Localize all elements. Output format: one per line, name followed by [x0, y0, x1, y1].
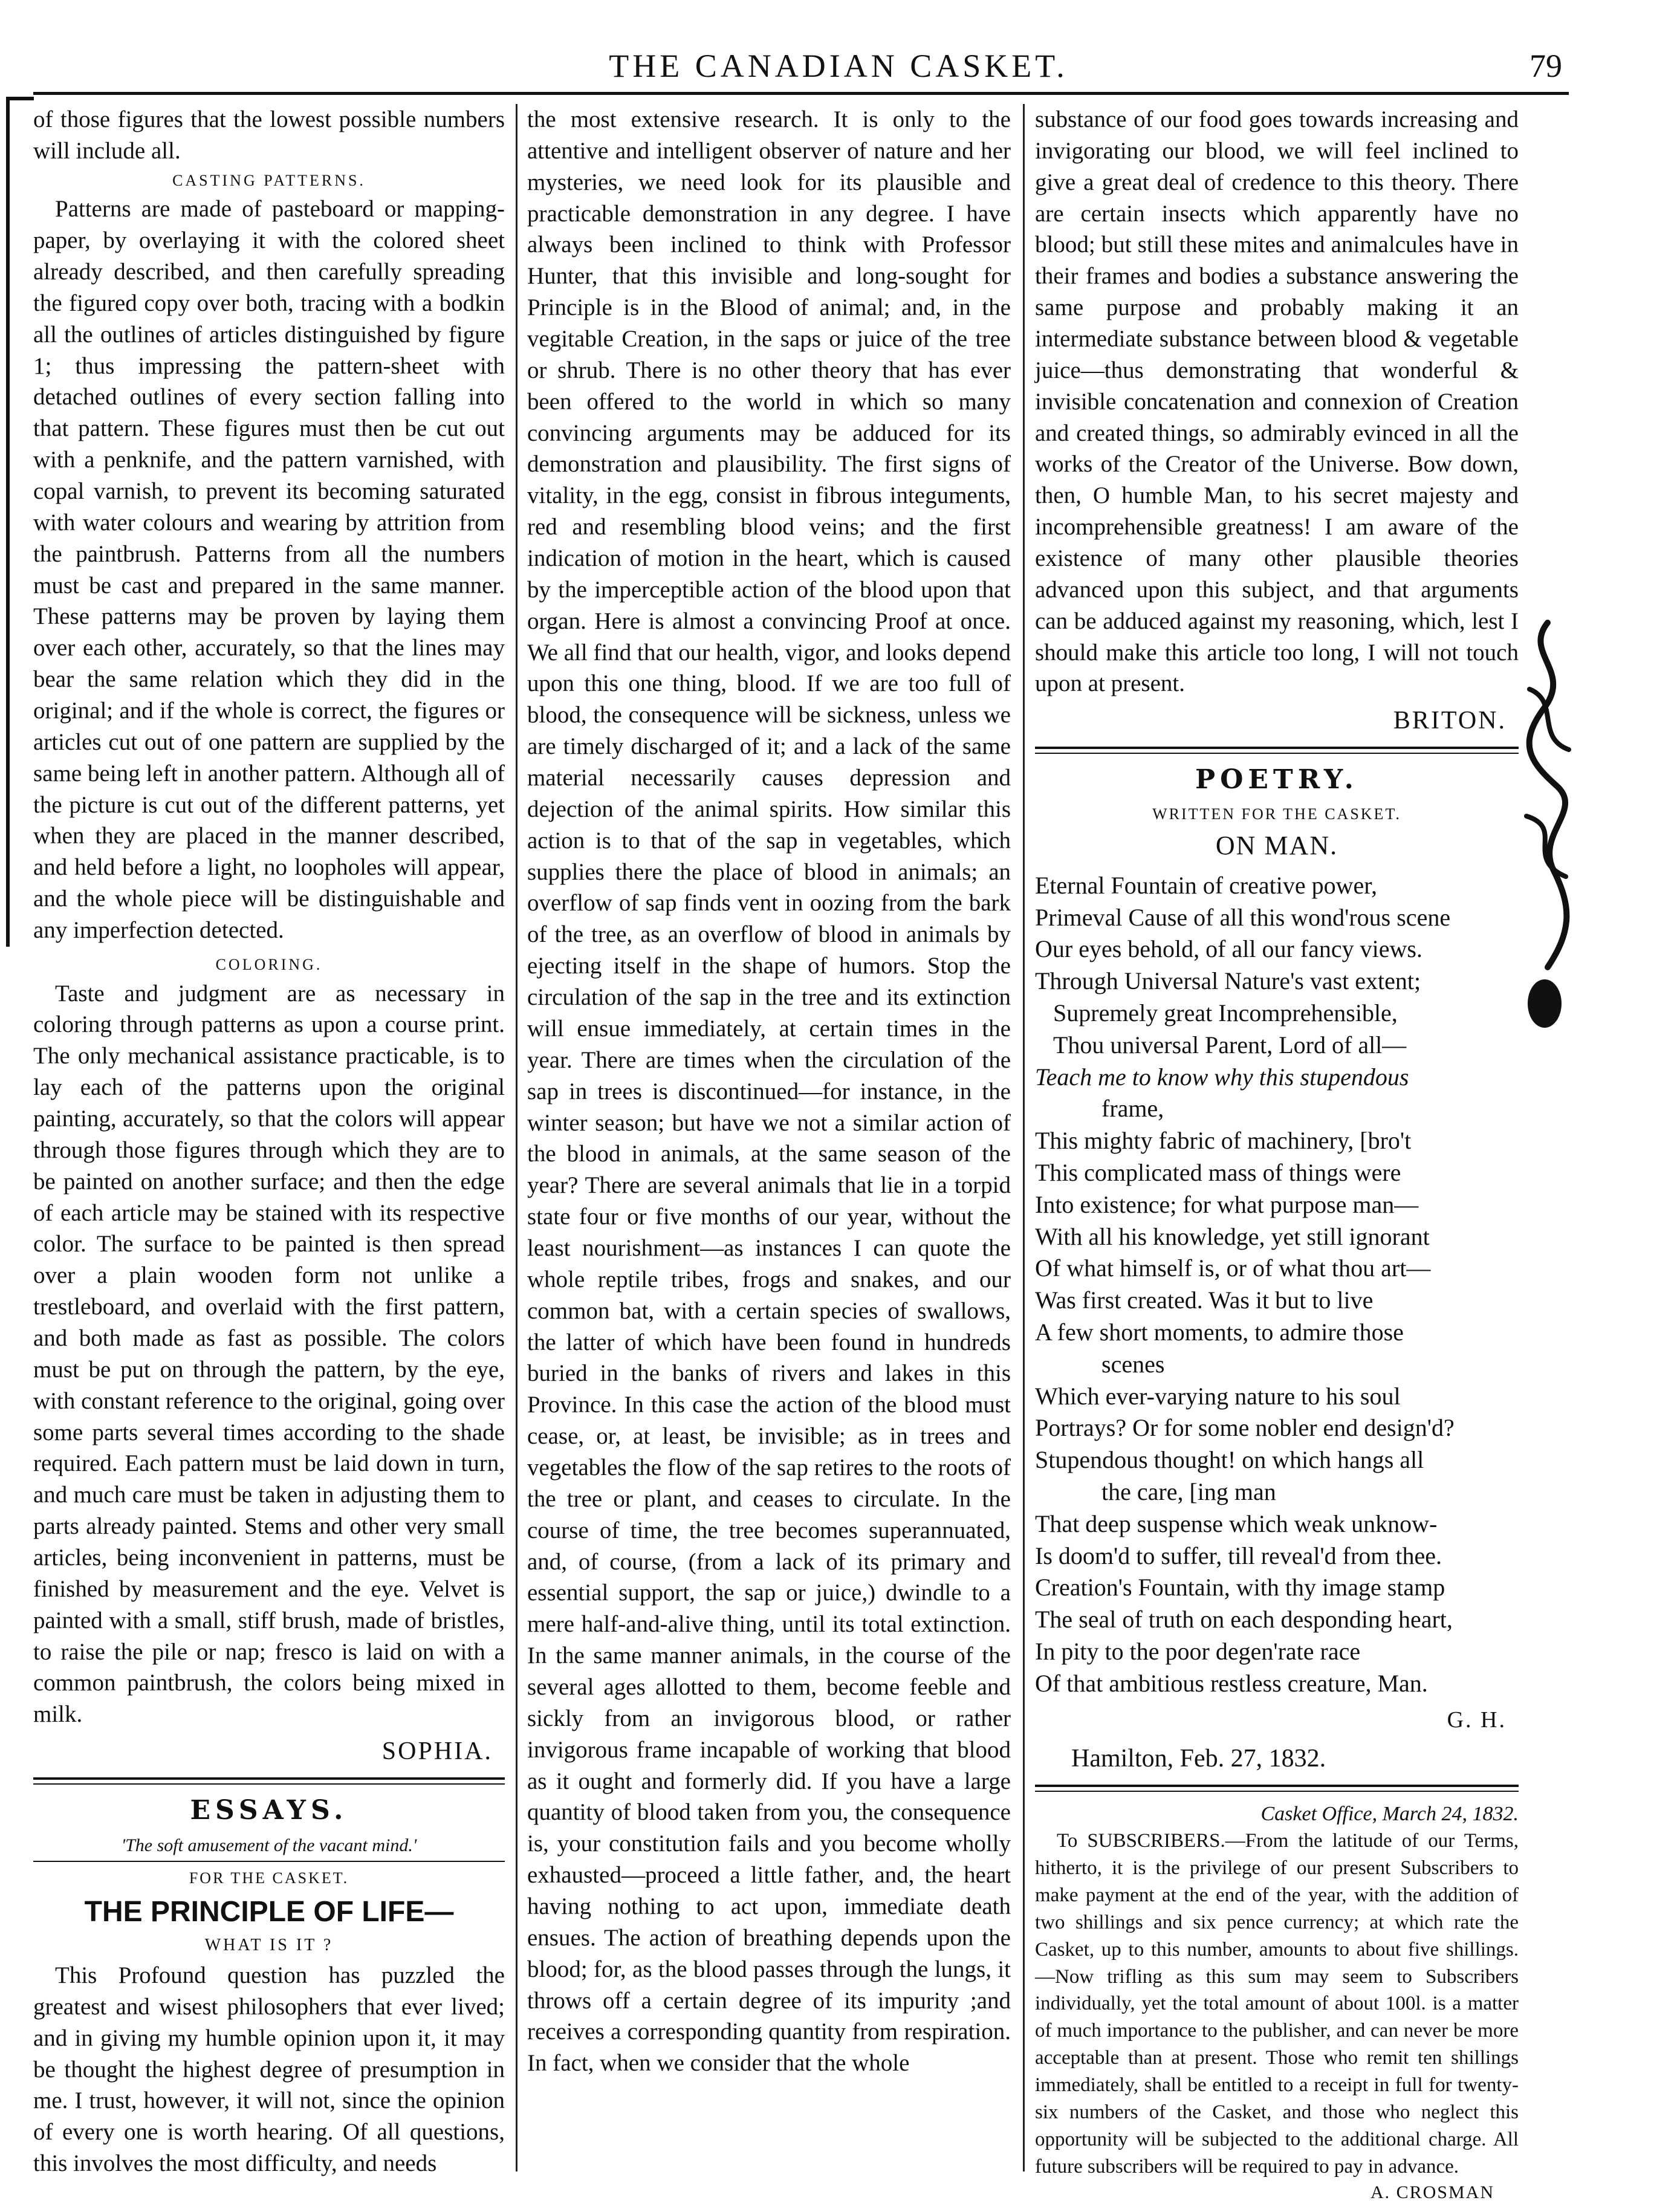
page-title: THE CANADIAN CASKET. — [609, 48, 1068, 84]
handwritten-signature-icon — [1511, 617, 1584, 1040]
poem-line: Supremely great Incomprehensible, — [1053, 999, 1398, 1027]
casting-patterns-heading: CASTING PATTERNS. — [172, 171, 366, 189]
essay-signature: BRITON. — [1393, 707, 1507, 735]
essay-subtitle: WHAT IS IT ? — [204, 1935, 334, 1954]
section-divider — [33, 1777, 505, 1785]
running-head — [0, 47, 1677, 89]
essay-title: THE PRINCIPLE OF LIFE— — [84, 1895, 454, 1928]
poem-line: A few short moments, to admire those — [1035, 1318, 1404, 1346]
poem-line: Creation's Fountain, with thy image stamp — [1035, 1574, 1445, 1601]
poem-line: frame, — [1101, 1095, 1164, 1123]
poem-line: Our eyes behold, of all our fancy views. — [1035, 935, 1422, 963]
page-number: 79 — [1529, 48, 1562, 84]
poem-line: In pity to the poor degen'rate race — [1035, 1637, 1361, 1665]
poem-line: Primeval Cause of all this wond'rous scene — [1035, 903, 1451, 931]
essays-heading: ESSAYS. — [190, 1794, 348, 1826]
poem-line: Which ever-varying nature to his soul — [1035, 1382, 1401, 1410]
poem-line: Of what himself is, or of what thou art— — [1035, 1254, 1431, 1282]
coloring-heading: COLORING. — [215, 955, 323, 973]
poem-line: Portrays? Or for some nobler end design'd? — [1035, 1414, 1455, 1442]
poem — [1035, 870, 1519, 1700]
poem-line: The seal of truth on each desponding heart, — [1035, 1606, 1453, 1633]
poem-line: That deep suspense which weak unknow- — [1035, 1510, 1438, 1537]
poem-line: This complicated mass of things were — [1035, 1158, 1401, 1186]
notice-heading: Casket Office, March 24, 1832. — [1260, 1802, 1519, 1825]
essay-conclusion-paragraph: substance of our food goes towards increasing and invigorating our blood, we will feel inclined to give a great deal of credence to this theory. There are certain insects which apparently have no blood; but still these mites and animalcules have in their frames and bodies a substance answering the same purpose and probably making it an intermediate substance between blood & vegetable juice—thus demonstrating that wonderful & invisible concatenation and connexion of Creation and created things, so admirably evinced in all the works of the Creator of the Universe. Bow down, then, O humble Man, to his secret majesty and incomprehensible greatness! I am aware of the existence of many other plausible theories advanced upon this subject, and that arguments can be adduced against my reasoning, which, lest I should make this article too long, I will not touch upon at present. — [1035, 106, 1519, 697]
poem-line: Thou universal Parent, Lord of all— — [1053, 1031, 1407, 1059]
poem-line: With all his knowledge, yet still ignorant — [1035, 1222, 1430, 1250]
column-middle — [527, 104, 1011, 2171]
coloring-paragraph: Taste and judgment are as necessary in coloring through patterns as upon a course print. The only mechanical assistance practicable, is to lay each of the patterns upon the original painting, accurately, so that the colors will appear through those figures through which they are to be painted on another surface; and then the edge of each article may be stained with its respective color. The surface to be painted is then spread over a plain wooden form not unlike a trestleboard, and overlaid with the first pattern, and both made as fast as possible. The colors must be put on through the pattern, by the eye, with constant reference to the original, going over some parts several times according to the shade required. Each pattern must be laid down in turn, and much care must be taken in adjusting them to parts already painted. Stems and other very small articles, being inconvenient in patterns, must be finished by measurement and the eye. Velvet is painted with a small, stiff brush, made of bristles, to raise the pile or nap; fresco is laid on with a common paintbrush, the colors being mixed in milk. — [33, 980, 505, 1728]
essay-continued-paragraph: the most extensive research. It is only to the attentive and intelligent observer of nature and her mysteries, we need look for its plausible and practicable demonstration in any degree. I have always been inclined to think with Professor Hunter, that this invisible and long-sought for Principle is in the Blood of animal; and, in the vegitable Creation, in the saps or juice of the tree or shrub. There is no other theory that has ever been offered to the world in which so many convincing arguments may be adduced for its demonstration and plausibility. The first signs of vitality, in the egg, consist in fibrous integuments, red and resembling blood veins; and the first indication of motion in the heart, which is caused by the imperceptible action of the blood upon that organ. Here is almost a convincing Proof at once. We all find that our health, vigor, and looks depend upon this one thing, blood. If we are too full of blood, the consequence will be sickness, unless we are timely discharged of it; and a lack of the same material necessarily causes depression and dejection of the animal spirits. How similar this action is to that of the sap in vegetables, which supplies there the place of blood in animals; an overflow of sap finds vent in oozing from the bark of the tree, as an overflow of blood in animals by ejecting itself in the shape of humors. Stop the circulation of the sap in the tree and its extinction will ensue immediately, at certain times in the year. There are times when the circulation of the sap in trees is discontinued—for instance, in the winter season; but have we not a similar action of the blood in animals, at the same season of the year? There are several animals that lie in a torpid state four or five months of our year, without the least nourishment—as instances I can quote the whole reptile tribes, frogs and snakes, and our common bat, with a certain species of swallows, the latter of which have been found in hundreds buried in the banks of rivers and lakes in this Province. In this case the action of the blood must cease, or, at least, be invisible; as in trees and vegetables the flow of the sap retires to the roots of the tree or plant, and ceases to circulate. In the course of time, the tree becomes superannuated, and, of course, (from a lack of its primary and essential support, the sap or juice,) dwindle to a mere half-and-alive thing, until its total extinction. In the same manner animals, in the course of the several ages allotted to them, become feeble and sickly from an invigorous blood, or rather invigorous frame incapable of working that blood as it ought and formerly did. If you have a large quantity of blood taken from you, the consequence is, your constitution fails and you become wholly exhausted—proceed a little father, and, the heart having nothing to act upon, immediate death ensues. The action of breathing depends upon the blood; for, as the blood passes through the lungs, it throws off a certain degree of its impurity ;and receives a corresponding quantity from respiration. In fact, when we consider that the whole — [527, 106, 1011, 2077]
section-divider — [1035, 747, 1519, 754]
poem-line: scenes — [1101, 1350, 1165, 1378]
poem-line: the care, [ing man — [1101, 1477, 1276, 1505]
poem-line: Is doom'd to suffer, till reveal'd from thee. — [1035, 1542, 1442, 1569]
column-rule — [516, 104, 517, 2171]
poetry-heading: POETRY. — [1195, 764, 1358, 796]
margin-bracket — [6, 97, 34, 947]
poem-line: Stupendous thought! on which hangs all — [1035, 1446, 1424, 1474]
essay-paragraph: This Profound question has puzzled the greatest and wisest philosophers that ever lived; and in giving my humble opinion upon it, it may be thought the highest degree of presumption in me. I trust, however, it will not, since the opinion of every one is worth hearing. Of all questions, this involves the most difficulty, and needs — [33, 1962, 505, 2177]
for-casket-label: FOR THE CASKET. — [189, 1869, 349, 1887]
intro-paragraph: of those figures that the lowest possible numbers will include all. — [33, 106, 505, 164]
author-signature: SOPHIA. — [381, 1737, 493, 1766]
poem-line: Teach me to know why this stupendous — [1035, 1063, 1409, 1091]
poem-signature: G. H. — [1447, 1707, 1507, 1733]
column-rule — [1023, 104, 1025, 2171]
notice-signature: A. CROSMAN — [1370, 2182, 1494, 2202]
poem-line: Through Universal Nature's vast extent; — [1035, 967, 1421, 995]
poem-line: This mighty fabric of machinery, [bro't — [1035, 1127, 1412, 1155]
poem-written-for: WRITTEN FOR THE CASKET. — [1152, 805, 1401, 823]
essays-motto: 'The soft amusement of the vacant mind.' — [33, 1834, 505, 1863]
poem-line: Into existence; for what purpose man— — [1035, 1190, 1419, 1218]
header-rule — [33, 92, 1569, 95]
poem-line: Of that ambitious restless creature, Man. — [1035, 1669, 1428, 1697]
poem-line: Eternal Fountain of creative power, — [1035, 871, 1377, 899]
poem-line: Was first created. Was it but to live — [1035, 1286, 1374, 1314]
casting-paragraph: Patterns are made of pasteboard or mapping-paper, by overlaying it with the colored sheet already described, and then carefully spreading the figured copy over both, tracing with a bodkin all the outlines of articles distinguished by figure 1; thus impressing the pattern-sheet with detached outlines of every section falling into that pattern. These figures must then be cut out with a penknife, and the pattern varnished, with copal varnish, to prevent its becoming saturated with water colours and wearing by attrition from the paintbrush. Patterns from all the numbers must be cast and prepared in the same manner. These patterns may be proven by laying them over each other, accurately, so that the lines may bear the same relation which they did in the original; and if the whole is correct, the figures or articles cut out of one pattern are supplied by the same being left in another pattern. Although all of the picture is cut out of the different patterns, yet when they are placed in the manner described, and held before a light, no loopholes will appear, and the whole piece will be distinguishable and any imperfection detected. — [33, 196, 505, 944]
subscribers-notice: To SUBSCRIBERS.—From the latitude of our Terms, hitherto, it is the privilege of our present Subscribers to make payment at the end of the year, with the addition of two shillings and six pence currency; at which rate the Casket, up to this number, amounts to about five shillings.—Now trifling as this sum may seem to Subscribers individually, yet the total amount of about 100l. is a matter of much importance to the publisher, and can never be more acceptable than at present. Those who remit ten shillings immediately, shall be entitled to a receipt in full for twenty-six numbers of the Casket, and those who neglect this opportunity will be subjected to the additional charge. All future subscribers will be required to pay in advance. — [1035, 1830, 1519, 2178]
column-right — [1035, 104, 1519, 2202]
column-left — [33, 104, 505, 2177]
section-divider — [1035, 1785, 1519, 1792]
poem-date: Hamilton, Feb. 27, 1832. — [1071, 1745, 1326, 1773]
poem-title: ON MAN. — [1215, 831, 1338, 861]
